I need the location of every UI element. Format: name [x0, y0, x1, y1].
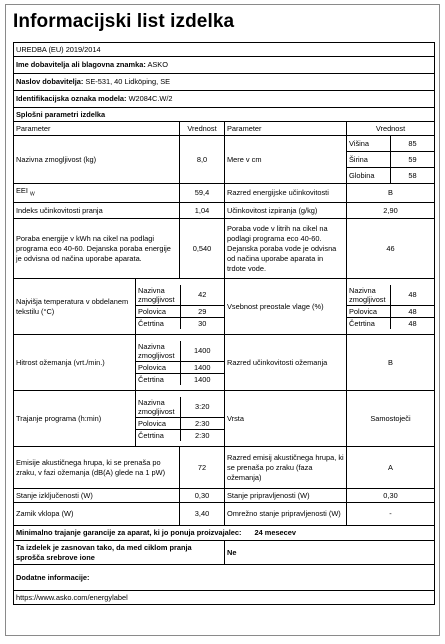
standby-value: 0,30: [347, 489, 435, 503]
moisture-row-value: 48: [391, 285, 435, 306]
energy-label-link[interactable]: https://www.asko.com/energylabel: [14, 591, 435, 605]
max-temp-row-label: Polovica: [136, 305, 180, 317]
spin-class-label: Razred učinkovitosti ožemanja: [225, 335, 347, 391]
water-consumption-value: 46: [347, 219, 435, 279]
max-temp-row-label: Četrtina: [136, 317, 180, 329]
spin-speed-label: Hitrost ožemanja (vrt./min.): [14, 335, 136, 391]
dimensions-label: Mere v cm: [225, 136, 347, 184]
energy-consumption-label: Poraba energije v kWh na cikel na podlagi programa eco 40-60. Dejanska poraba energije je odvisna od načina uporabe aparata.: [14, 219, 180, 279]
header-parameter-right: Parameter: [225, 122, 347, 136]
spin-speed-row-label: Nazivna zmogljivost: [136, 341, 180, 362]
duration-values: [136, 391, 225, 447]
duration-row-label: Nazivna zmogljivost: [136, 397, 180, 418]
type-label: Vrsta: [225, 391, 347, 447]
header-value-left: Vrednost: [180, 122, 225, 136]
eei-value: 59,4: [180, 184, 225, 203]
duration-row-value: 3:20: [180, 397, 224, 418]
duration-row-value: 2:30: [195, 430, 210, 440]
energy-class-label: Razred energijske učinkovitosti: [225, 184, 347, 203]
networked-standby-value: -: [347, 503, 435, 526]
off-mode-label: Stanje izključenosti (W): [14, 489, 180, 503]
max-temp-row-label: Nazivna zmogljivost: [136, 285, 180, 306]
noise-class-value: A: [347, 447, 435, 489]
max-temp-row-value: 29: [180, 305, 224, 317]
spin-speed-values: [136, 335, 225, 391]
moisture-row-value: 48: [391, 305, 435, 317]
product-info-sheet: [5, 4, 440, 636]
rinsing-value: 2,90: [347, 203, 435, 219]
model-row: Identifikacijska oznaka modela: W2084C.W/2: [14, 91, 435, 108]
header-value-right: Vrednost: [347, 122, 435, 136]
spin-speed-row-value: 1400: [180, 341, 224, 362]
delay-start-value: 3,40: [180, 503, 225, 526]
header-parameter-left: Parameter: [14, 122, 180, 136]
max-temp-row-value: 30: [198, 318, 207, 328]
eei-label: EEI $_W$: [14, 184, 180, 203]
regulation: UREDBA (EU) 2019/2014: [14, 43, 435, 57]
guarantee-value: 24 mesecev: [254, 528, 296, 537]
supplier-name: ASKO: [147, 60, 168, 69]
silver-ions-label: Ta izdelek je zasnovan tako, da med ciklom pranja sprošča srebrove ione: [14, 541, 225, 565]
supplier-address: SE-531, 40 Lidköping, SE: [85, 77, 171, 86]
silver-ions-value: Ne: [225, 541, 435, 565]
page-title: Informacijski list izdelka: [13, 11, 235, 32]
rated-capacity-value: 8,0: [180, 136, 225, 184]
spin-class-value: B: [347, 335, 435, 391]
product-info-table: [13, 42, 435, 605]
width-value: 59: [391, 152, 435, 168]
moisture-values: [347, 279, 435, 335]
rinsing-label: Učinkovitost izpiranja (g/kg): [225, 203, 347, 219]
section-heading: Splošni parametri izdelka: [14, 108, 435, 122]
depth-value: 58: [391, 168, 435, 184]
max-temp-row-value: 42: [180, 285, 224, 306]
duration-row-value: 2:30: [180, 417, 224, 429]
networked-standby-label: Omrežno stanje pripravljenosti (W): [225, 503, 347, 526]
moisture-row-label: Polovica: [347, 305, 391, 317]
moisture-row-value: 48: [408, 318, 417, 328]
duration-row-label: Četrtina: [136, 429, 180, 441]
supplier-row: Ime dobavitelja ali blagovna znamka: ASKO: [14, 57, 435, 74]
moisture-row-label: Četrtina: [347, 317, 391, 329]
water-consumption-label: Poraba vode v litrih na cikel na podlagi programa eco 40-60. Dejanska poraba vode je odvisna od načina uporabe aparata in trdote vode.: [225, 219, 347, 279]
additional-info: Dodatne informacije:: [14, 565, 435, 591]
width-label: Širina: [347, 152, 391, 168]
delay-start-label: Zamik vklopa (W): [14, 503, 180, 526]
spin-speed-row-label: Četrtina: [136, 373, 180, 385]
supplier-address-row: Naslov dobavitelja: SE-531, 40 Lidköping, SE: [14, 74, 435, 91]
energy-consumption-value: 0,540: [180, 219, 225, 279]
rated-capacity-label: Nazivna zmogljivost (kg): [14, 136, 180, 184]
standby-label: Stanje pripravljenosti (W): [225, 489, 347, 503]
height-label: Višina: [347, 136, 391, 152]
guarantee-row: Minimalno trajanje garancije za aparat, ki jo ponuja proizvajalec: 24 mesecev: [14, 526, 435, 541]
model-id: W2084C.W/2: [128, 94, 173, 103]
duration-row-label: Polovica: [136, 417, 180, 429]
max-temp-values: [136, 279, 225, 335]
off-mode-value: 0,30: [180, 489, 225, 503]
moisture-row-label: Nazivna zmogljivost: [347, 285, 391, 306]
washing-index-value: 1,04: [180, 203, 225, 219]
height-value: 85: [391, 136, 435, 152]
type-value: Samostoječi: [347, 391, 435, 447]
spin-speed-row-label: Polovica: [136, 361, 180, 373]
noise-class-label: Razred emisij akustičnega hrupa, ki se prenaša po zraku (faza ožemanja): [225, 447, 347, 489]
moisture-label: Vsebnost preostale vlage (%): [225, 279, 347, 335]
noise-value: 72: [180, 447, 225, 489]
spin-speed-row-value: 1400: [194, 374, 211, 384]
duration-label: Trajanje programa (h:min): [14, 391, 136, 447]
spin-speed-row-value: 1400: [180, 361, 224, 373]
max-temp-label: Najvišja temperatura v obdelanem tekstilu (°C): [14, 279, 136, 335]
depth-label: Globina: [347, 168, 391, 184]
washing-index-label: Indeks učinkovitosti pranja: [14, 203, 180, 219]
energy-class-value: B: [347, 184, 435, 203]
noise-label: Emisije akustičnega hrupa, ki se prenaša po zraku, v fazi ožemanja (dB(A) glede na 1 pW): [14, 447, 180, 489]
